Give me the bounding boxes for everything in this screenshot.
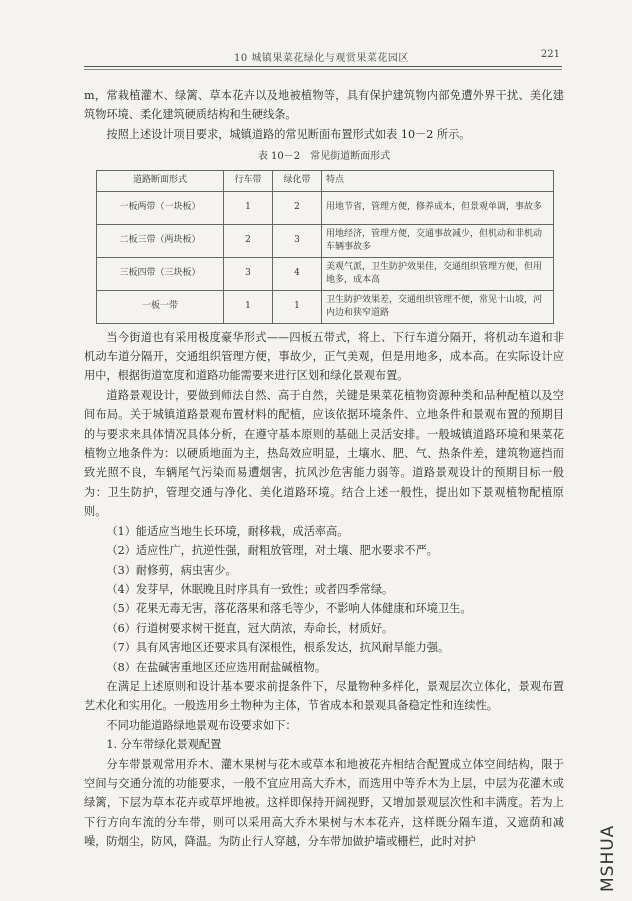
table-caption: 表 10－2 常见街道断面形式 — [257, 151, 391, 163]
table-cell: 美观气派，卫生防护效果佳，交通组织管理方便，但用地多，成本高 — [322, 257, 554, 290]
table-cell: 1 — [224, 191, 273, 224]
table-cell: 4 — [273, 257, 322, 290]
principle-item: （7）具有风害地区还要求具有深根性，根系发达，抗风耐旱能力强。 — [106, 641, 450, 655]
table-cell: 2 — [273, 191, 322, 224]
page-number: 221 — [540, 49, 560, 60]
table-cell: 2 — [224, 224, 273, 257]
watermark-text: MSHUA — [598, 824, 618, 892]
table-cell: 1 — [273, 290, 322, 323]
paragraph: 分车带景观常用乔木、灌木果树与花木或草本和地被花卉相结合配置成立体空间结构，限于空间与交通分流的功能要求，一般不宜应用高大乔木，而选用中等乔木为上层，中层为花灌木或绿篱，下层为草本花卉或草坪地被。这样即保持开阔视野，又增加景观层次性和丰满度。若为上下行方向车流的分车带，则可以采用高大乔木果树与木本花卉，这样既分隔车道，又遮荫和减噪，防烟尘，防风，降温。为防止行人穿越，分车带加做护墙或栅栏，此时对护 — [84, 757, 564, 849]
table-row — [97, 257, 554, 290]
table-cell: 用地节省，管理方便，修养成本，但景观单调，事故多 — [322, 191, 554, 224]
table-row — [97, 290, 554, 323]
running-header — [84, 44, 562, 67]
paragraph: 按照上述设计项目要求，城镇道路的常见断面布置形式如表 10－2 所示。 — [106, 127, 471, 141]
page-body — [84, 86, 564, 852]
table-cell: 1 — [224, 290, 273, 323]
table-header-cell: 特点 — [322, 170, 554, 191]
table-cell: 卫生防护效果差，交通组织管理不便，常见十山坡，河内边和狭窄道路 — [322, 290, 554, 323]
principle-item: （5）花果无毒无害，落花落果和落毛等少，不影响人体健康和环境卫生。 — [106, 602, 472, 616]
street-section-table — [96, 170, 554, 324]
table-row — [97, 224, 554, 257]
table-cell: 3 — [273, 224, 322, 257]
table-cell: 二板三带（两块板） — [97, 224, 224, 257]
table-cell: 3 — [224, 257, 273, 290]
principle-item: （2）适应性广，抗逆性强，耐粗放管理，对土壤、肥水要求不严。 — [106, 544, 438, 558]
principle-item: （4）发芽早，休眠晚且时序具有一致性；或者四季常绿。 — [106, 582, 394, 596]
table-header-cell: 行车带 — [224, 170, 273, 191]
paragraph: 不同功能道路绿地景观布设要求如下： — [106, 718, 297, 732]
table-cell: 一板两带（一块板） — [97, 191, 224, 224]
table-cell: 三板四带（三块板） — [97, 257, 224, 290]
principle-item: （3）耐修剪，病虫害少。 — [106, 563, 237, 577]
section-heading: 1. 分车带绿化景观配置 — [106, 738, 222, 752]
table-header-cell: 绿化带 — [273, 170, 322, 191]
paragraph: m，常栽植灌木、绿篱、草本花卉以及地被植物等，具有保护建筑物内部免遭外界干扰、美化建筑物环境、柔化建筑硬质结构和生硬线条。 — [84, 89, 564, 122]
table-row — [97, 191, 554, 224]
table-cell: 用地经济，管理方便，交通事故减少，但机动和非机动车辆事故多 — [322, 224, 554, 257]
table-cell: 一板一带 — [97, 290, 224, 323]
paragraph: 当今街道也有采用极度豪华形式——四板五带式，将上、下行车道分隔开，将机动车道和非机动车道分隔开，交通组织管理方便，事故少，正气美观，但是用地多，成本高。在实际设计应用中，根据街道宽度和道路功能需要来进行区划和绿化景观布置。 — [84, 330, 564, 383]
principle-item: （1）能适应当地生长环境，耐移栽，成活率高。 — [106, 524, 349, 538]
chapter-title: 10 城镇果菜花绿化与观赏果菜花园区 — [234, 53, 409, 64]
header-divider — [84, 69, 562, 70]
principle-item: （8）在盐碱害重地区还应选用耐盐碱植物。 — [106, 660, 327, 674]
table-header-row — [97, 170, 554, 191]
principle-item: （6）行道树要求树干挺直，冠大荫浓，寿命长，材质好。 — [106, 621, 394, 635]
table-header-cell: 道路断面形式 — [97, 170, 224, 191]
paragraph: 在满足上述原则和设计基本要求前提条件下，尽量物种多样化，景观层次立体化，景观布置艺术化和实用化。一般选用乡土物种为主体，节省成本和景观具备稳定性和连续性。 — [84, 679, 564, 713]
paragraph: 道路景观设计，要做到师法自然、高于自然，关键是果菜花植物资源种类和品种配植以及空间布局。关于城镇道路景观布置材料的配植，应该依据环境条件、立地条件和景观布置的预期目的与要求来具体情况具体分析，在遵守基本原则的基础上灵活安排。一般城镇道路环境和果菜花植物立地条件为：以硬质地面为主，热岛效应明显，土壤水、肥、气、热条件差，建筑物遮挡而致光照不良，车辆尾气污染而易遭烟害，抗风沙危害能力弱等。道路景观设计的预期目标一般为：卫生防护，管理交通与净化、美化道路环境。结合上述一般性，提出如下景观植物配植原则。 — [84, 388, 564, 519]
